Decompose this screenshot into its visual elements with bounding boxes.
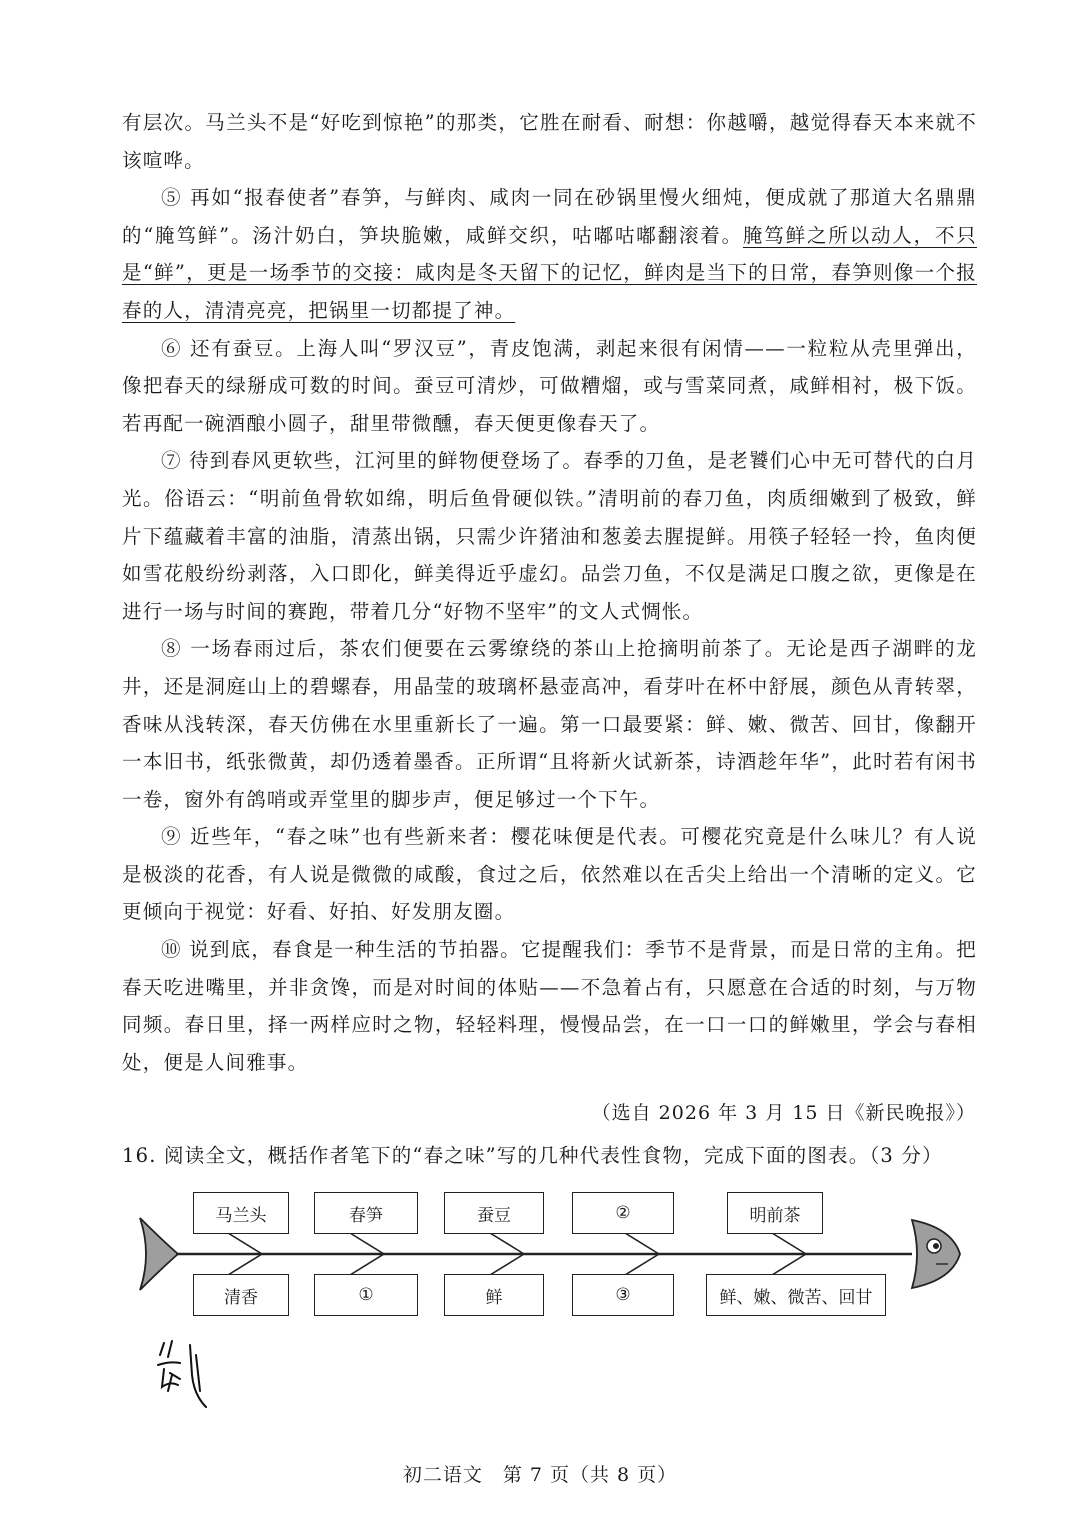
article-source: （选自 2026 年 3 月 15 日《新民晚报》） xyxy=(591,1102,976,1124)
signature-scribble xyxy=(150,1335,220,1415)
top-box-chunsun: 春笋 xyxy=(314,1192,418,1234)
paragraph-5-underlined: 腌笃鲜之所以动人，不只是“鲜”，更是一场季节的交接：咸肉是冬天留下的记忆，鲜肉是当下的日常，春笋则像一个报春的人，清清亮亮，把锅里一切都提了神。 xyxy=(122,223,977,322)
handwritten-signature xyxy=(150,1335,220,1419)
top-box-malantou: 马兰头 xyxy=(193,1192,289,1234)
page-footer: 初二语文 第 7 页（共 8 页） xyxy=(402,1464,678,1486)
top-box-candou: 蚕豆 xyxy=(444,1192,544,1234)
paragraph-7: ⑦ 待到春风更软些，江河里的鲜物便登场了。春季的刀鱼，是老饕们心中无可替代的白月光。俗语云：“明前鱼骨软如绵，明后鱼骨硬似铁。”清明前的春刀鱼，肉质细嫩到了极致，鲜片下蕴藏着丰富的油脂，清蒸出锅，只需少许猪油和葱姜去腥提鲜。用筷子轻轻一拎，鱼肉便如雪花般纷纷剥落，入口即化，鲜美得近乎虚幻。品尝刀鱼，不仅是满足口腹之欲，更像是在进行一场与时间的赛跑，带着几分“好物不坚牢”的文人式惆怅。 xyxy=(122,449,977,623)
bottom-box-tea-taste: 鲜、嫩、微苦、回甘 xyxy=(706,1274,886,1316)
fish-tail xyxy=(140,1218,178,1290)
paragraph-8: ⑧ 一场春雨过后，茶农们便要在云雾缭绕的茶山上抢摘明前茶了。无论是西子湖畔的龙井，还是洞庭山上的碧螺春，用晶莹的玻璃杯悬壶高冲，看芽叶在杯中舒展，颜色从青转翠，香味从浅转深，春天仿佛在水里重新长了一遍。第一口最要紧：鲜、嫩、微苦、回甘，像翻开一本旧书，纸张微黄，却仍透着墨香。正所谓“且将新火试新茶，诗酒趁年华”，此时若有闲书一卷，窗外有鸽哨或弄堂里的脚步声，便足够过一个下午。 xyxy=(122,637,977,811)
paragraph-10: ⑩ 说到底，春食是一种生活的节拍器。它提醒我们：季节不是背景，而是日常的主角。把春天吃进嘴里，并非贪馋，而是对时间的体贴——不急着占有，只愿意在合适的时刻，与万物同频。春日里，择一两样应时之物，轻轻料理，慢慢品尝，在一口一口的鲜嫩里，学会与春相处，便是人间雅事。 xyxy=(122,938,977,1074)
fishbone-diagram xyxy=(0,1180,1080,1330)
bottom-box-blank-3: ③ xyxy=(572,1274,674,1316)
fish-pupil xyxy=(933,1243,939,1249)
bottom-box-blank-1: ① xyxy=(314,1274,418,1316)
bottom-box-xian: 鲜 xyxy=(444,1274,544,1316)
top-box-blank-2: ② xyxy=(572,1192,674,1234)
article-body xyxy=(122,104,977,1081)
bottom-box-qingxiang: 清香 xyxy=(193,1274,289,1316)
fish-head xyxy=(912,1220,960,1288)
paragraph-5-text: ⑤ 再如“报春使者”春笋，与鲜肉、咸肉一同在砂锅里慢火细炖，便成就了那道大名鼎鼎的“腌笃鲜”。汤汁奶白，笋块脆嫩，咸鲜交织，咕嘟咕嘟翻滚着。 xyxy=(122,186,977,247)
top-box-mingqiancha: 明前茶 xyxy=(727,1192,823,1234)
question-16: 16. 阅读全文，概括作者笔下的“春之味”写的几种代表性食物，完成下面的图表。（3 分） xyxy=(122,1144,943,1167)
paragraph-6: ⑥ 还有蚕豆。上海人叫“罗汉豆”，青皮饱满，剥起来很有闲情——一粒粒从壳里弹出，像把春天的绿掰成可数的时间。蚕豆可清炒，可做糟熘，或与雪菜同煮，咸鲜相衬，极下饭。若再配一碗酒酿小圆子，甜里带微醺，春天便更像春天了。 xyxy=(122,336,977,435)
paragraph-5 xyxy=(122,179,977,329)
paragraph-9: ⑨ 近些年，“春之味”也有些新来者：樱花味便是代表。可樱花究竟是什么味儿？有人说是极淡的花香，有人说是微微的咸酸，食过之后，依然难以在舌尖上给出一个清晰的定义。它更倾向于视觉：好看、好拍、好发朋友圈。 xyxy=(122,825,977,924)
paragraph-4-continued: 有层次。马兰头不是“好吃到惊艳”的那类，它胜在耐看、耐想：你越嚼，越觉得春天本来就不该喧哗。 xyxy=(122,111,977,172)
